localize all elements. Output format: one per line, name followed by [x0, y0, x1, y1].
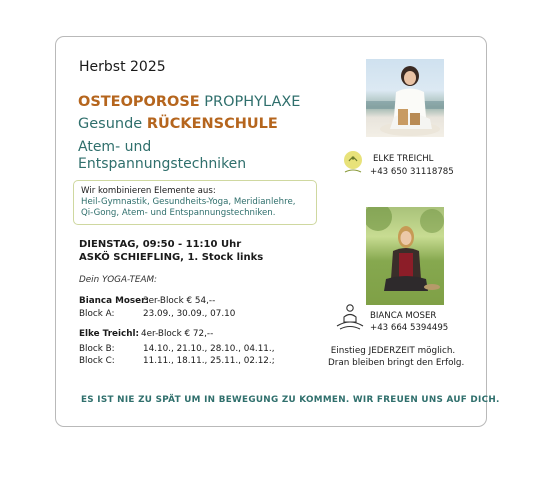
headline-gesunde: Gesunde	[78, 116, 143, 132]
info-box-line-2: Qi-Gong, Atem- und Entspannungstechniken.	[81, 208, 276, 218]
elke-block-b-label: Block B:	[79, 344, 115, 354]
teacher-photo-elke	[366, 59, 444, 137]
info-box-intro: Wir kombinieren Elemente aus:	[81, 186, 216, 196]
bianca-block-dates: 23.09., 30.09., 07.10	[143, 309, 236, 319]
info-box	[73, 180, 317, 225]
headline-rueckenschule: RÜCKENSCHULE	[146, 116, 278, 132]
footer-slogan: ES IST NIE ZU SPÄT UM IN BEWEGUNG ZU KOMMEN. WIR FREUEN UNS AUF DICH.	[81, 395, 500, 405]
elke-offer: 4er-Block € 72,--	[141, 329, 214, 339]
teacher-photo-bianca-illustration	[366, 207, 444, 305]
headline-line-2	[78, 116, 278, 132]
schedule-day-time: DIENSTAG, 09:50 - 11:10 Uhr	[79, 239, 242, 250]
headline-osteoporose: OSTEOPOROSE	[78, 94, 200, 110]
bianca-offer: 3er-Block € 54,--	[143, 296, 216, 306]
team-label: Dein YOGA-TEAM:	[79, 275, 158, 285]
elke-block-c-dates: 11.11., 18.11., 25.11., 02.12.;	[143, 356, 275, 366]
bianca-block-label: Block A:	[79, 309, 115, 319]
meditation-logo-icon	[334, 302, 366, 332]
entry-note-line-1: Einstieg JEDERZEIT möglich.	[330, 346, 456, 356]
elke-block-c-label: Block C:	[79, 356, 115, 366]
headline-line-1	[78, 94, 300, 110]
schedule-location: ASKÖ SCHIEFLING, 1. Stock links	[79, 252, 264, 263]
headline-line-3: Atem- und	[78, 139, 152, 155]
bianca-label: Bianca Moser:	[79, 296, 149, 306]
info-box-line-1: Heil-Gymnastik, Gesundheits-Yoga, Meridianlehre,	[81, 197, 296, 207]
teacher1-phone: +43 650 31118785	[370, 167, 454, 177]
teacher2-phone: +43 664 5394495	[370, 323, 449, 333]
season-title: Herbst 2025	[79, 59, 166, 75]
headline-prophylaxe: PROPHYLAXE	[204, 94, 301, 110]
elke-label: Elke Treichl:	[79, 329, 140, 339]
teacher-photo-elke-illustration	[366, 59, 444, 137]
teacher-photo-bianca	[366, 207, 444, 305]
headline-line-4: Entspannungstechniken	[78, 156, 247, 172]
yoga-logo-icon	[341, 149, 365, 175]
entry-note-line-2: Dran bleiben bringt den Erfolg.	[328, 358, 465, 368]
teacher2-name: BIANCA MOSER	[370, 311, 437, 321]
teacher1-name: ELKE TREICHL	[373, 154, 434, 164]
elke-block-b-dates: 14.10., 21.10., 28.10., 04.11.,	[143, 344, 275, 354]
